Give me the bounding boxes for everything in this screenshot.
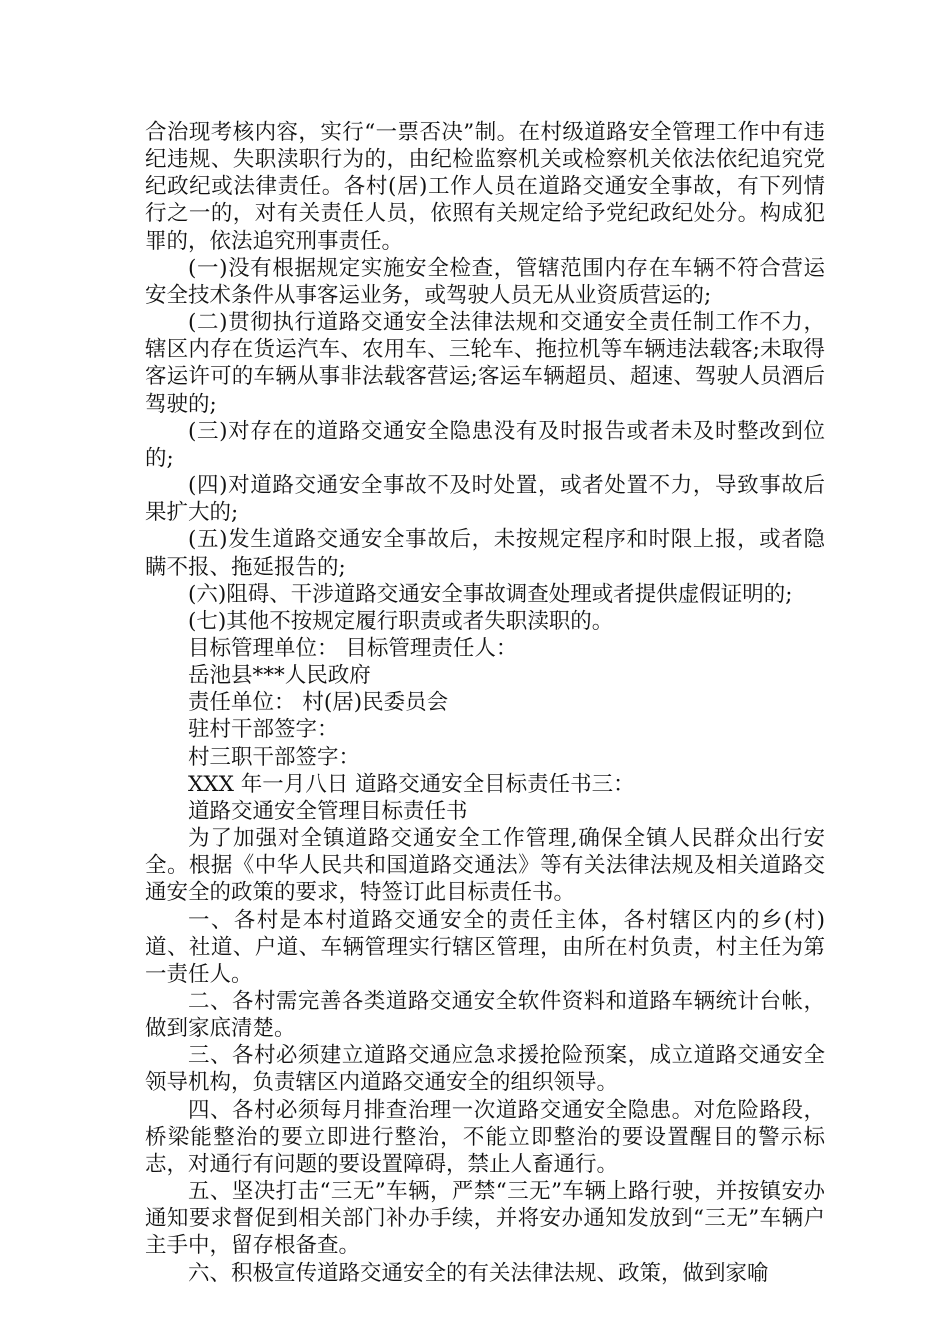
paragraph-clause-3: 三、各村必须建立道路交通应急求援抢险预案，成立道路交通安全领导机构，负责辖区内道路交通安全的组织领导。: [145, 1043, 825, 1096]
paragraph-item-7: (七)其他不按规定履行职责或者失职渎职的。: [188, 608, 614, 634]
paragraph-intro: 为了加强对全镇道路交通安全工作管理,确保全镇人民群众出行安全。根据《中华人民共和国道路交通法》等有关法律法规及相关道路交通安全的政策的要求，特签订此目标责任书。: [145, 826, 825, 906]
signature-three-cadres: 村三职干部签字：: [188, 744, 361, 770]
paragraph-item-5: (五)发生道路交通安全事故后，未按规定程序和时限上报，或者隐瞒不报、拖延报告的;: [145, 527, 825, 580]
paragraph-clause-5: 五、坚决打击“三无”车辆，严禁“三无”车辆上路行驶，并按镇安办通知要求督促到相关部门补办手续，并将安办通知发放到“三无”车辆户主手中，留存根备查。: [145, 1179, 825, 1259]
paragraph-accountability: 合治现考核内容，实行“一票否决”制。在村级道路安全管理工作中有违纪违规、失职渎职行为的，由纪检监察机关或检察机关依法依纪追究党纪政纪或法律责任。各村(居)工作人员在道路交通安全事故，有下列情行之一的，对有关责任人员，依照有关规定给予党纪政纪处分。构成犯罪的，依法追究刑事责任。: [145, 120, 825, 254]
paragraph-item-6: (六)阻碍、干涉道路交通安全事故调查处理或者提供虚假证明的;: [188, 581, 793, 607]
date-and-next-title: XXX 年一月八日 道路交通安全目标责任书三：: [188, 771, 635, 797]
signature-village-cadre: 驻村干部签字：: [188, 717, 339, 743]
paragraph-clause-4: 四、各村必须每月排查治理一次道路交通安全隐患。对危险路段，桥梁能整治的要立即进行整治，不能立即整治的要设置醒目的警示标志，对通行有问题的要设置障碍，禁止人畜通行。: [145, 1097, 825, 1177]
paragraph-clause-1: 一、各村是本村道路交通安全的责任主体，各村辖区内的乡(村)道、社道、户道、车辆管理实行辖区管理，由所在村负责，村主任为第一责任人。: [145, 907, 825, 987]
document-text: [145, 119, 825, 1287]
paragraph-clause-6: 六、积极宣传道路交通安全的有关法律法规、政策，做到家喻: [188, 1260, 769, 1286]
paragraph-clause-2: 二、各村需完善各类道路交通安全软件资料和道路车辆统计台帐，做到家底清楚。: [145, 989, 825, 1042]
paragraph-item-2: (二)贯彻执行道路交通安全法律法规和交通安全责任制工作不力，辖区内存在货运汽车、农用车、三轮车、拖拉机等车辆违法载客;未取得客运许可的车辆从事非法载客营运;客运车辆超员、超速、驾驶人员酒后驾驶的;: [145, 310, 825, 417]
paragraph-item-3: (三)对存在的道路交通安全隐患没有及时报告或者未及时整改到位的;: [145, 418, 825, 471]
signature-responsible-unit: 责任单位： 村(居)民委员会: [188, 690, 449, 716]
paragraph-item-4: (四)对道路交通安全事故不及时处置，或者处置不力，导致事故后果扩大的;: [145, 473, 825, 526]
paragraph-item-1: (一)没有根据规定实施安全检查，管辖范围内存在车辆不符合营运安全技术条件从事客运业务，或驾驶人员无从业资质营运的;: [145, 255, 825, 308]
signature-government: 岳池县***人民政府: [188, 663, 371, 689]
signature-target-unit: 目标管理单位： 目标管理责任人：: [188, 635, 518, 661]
document-title: 道路交通安全管理目标责任书: [188, 798, 468, 824]
